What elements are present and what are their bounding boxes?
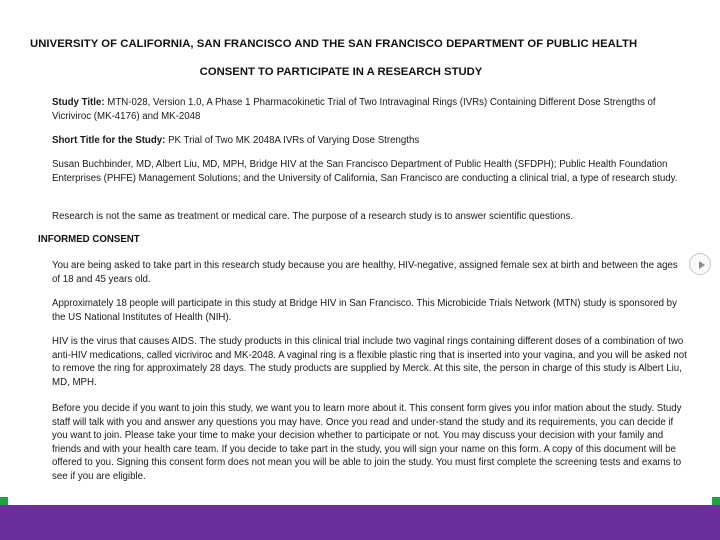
- consent-paragraph: Before you decide if you want to join this study, we want you to learn more about it. This consent form gives you infor mation about the study. Study staff will talk with you and answer any questions you may have. Once you read and under-stand the study and its requirements, you can decide if you want to join. Please take your time to make your decision whether to participate or not. You may discuss your decision with your family and friends and with your health care team. If you decide to take part in the study, you will sign your name on this form. A copy of this document will be offered to you. Signing this consent form does not mean you will be able to join the study. You must first complete the screening tests and exams to see if you are eligible.: [52, 403, 682, 482]
- consent-paragraph: You are being asked to take part in this research study because you are healthy, HIV-negative, assigned female sex at birth and between the ages of 18 and 45 years old.: [52, 260, 678, 285]
- right-accent-mark: [712, 497, 720, 505]
- document-subtitle: CONSENT TO PARTICIPATE IN A RESEARCH STUDY: [199, 66, 483, 78]
- left-accent-mark: [0, 497, 8, 505]
- next-slide-button[interactable]: [689, 253, 711, 275]
- investigators-paragraph: Susan Buchbinder, MD, Albert Liu, MD, MPH, Bridge HIV at the San Francisco Department of Public Health (SFDPH); Public Health Foundation Enterprises (PHFE) Management Solutions; and the University of California, San Francisco are conducting a clinical trial, a type of research study.: [52, 159, 678, 184]
- study-title-text: MTN-028, Version 1.0, A Phase 1 Pharmacokinetic Trial of Two Intravaginal Rings (IVRs) Containing Different Dose Strengths of Vicriviroc (MK-4176) and MK-2048: [52, 97, 656, 122]
- document-header: UNIVERSITY OF CALIFORNIA, SAN FRANCISCO AND THE SAN FRANCISCO DEPARTMENT OF PUBLIC HEALTH: [30, 38, 638, 50]
- footer-bar: [0, 505, 720, 540]
- study-title-block: [52, 96, 688, 123]
- study-title-label: Study Title:: [52, 97, 105, 108]
- short-title-block: [52, 134, 688, 148]
- short-title-label: Short Title for the Study:: [52, 135, 166, 146]
- consent-paragraph: Approximately 18 people will participate in this study at Bridge HIV in San Francisco. This Microbicide Trials Network (MTN) study is sponsored by the US National Institutes of Health (NIH).: [52, 298, 677, 323]
- consent-paragraph: HIV is the virus that causes AIDS. The study products in this clinical trial include two vaginal rings containing different doses of a combination of two anti-HIV medications, called vicriviroc and MK-2048. A vaginal ring is a flexible plastic ring that is inserted into your vagina, and you will be asked not to remove the ring for approximately 28 days. The study products are supplied by Merck. At this site, the person in charge of this study is Albert Liu, MD, MPH.: [52, 336, 687, 388]
- play-arrow-icon: [690, 254, 712, 276]
- informed-consent-heading: INFORMED CONSENT: [38, 234, 140, 245]
- research-note: Research is not the same as treatment or medical care. The purpose of a research study is to answer scientific questions.: [52, 211, 574, 222]
- short-title-text: PK Trial of Two MK 2048A IVRs of Varying Dose Strengths: [165, 135, 420, 146]
